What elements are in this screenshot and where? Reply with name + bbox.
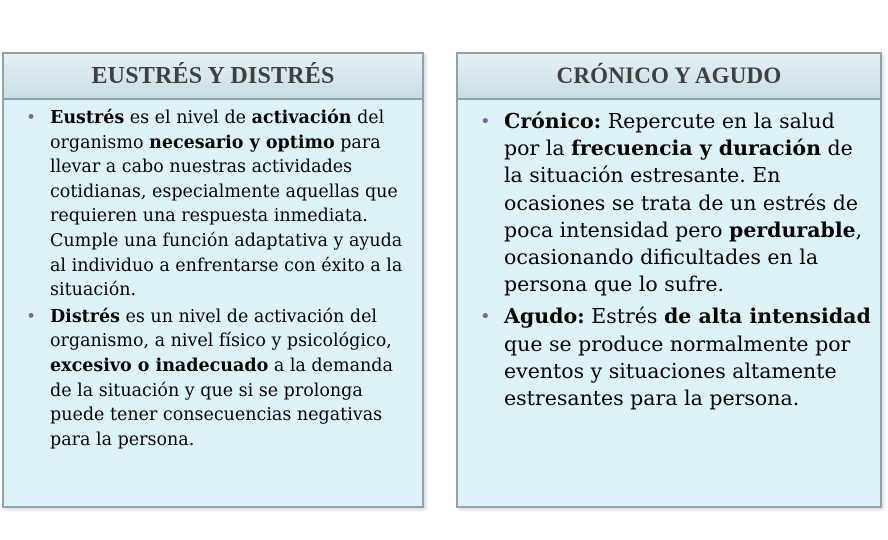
- bold-text: frecuencia y duración: [571, 136, 821, 161]
- bullet-list: [458, 100, 880, 412]
- body-text: a la demanda de la situación y que si se prolonga puede tener consecuencias negativas para la persona.: [50, 355, 393, 450]
- bold-text: activación: [251, 108, 352, 128]
- bold-text: Distrés: [50, 306, 120, 327]
- panel-title: CRÓNICO Y AGUDO: [458, 54, 880, 100]
- body-text: , ocasionando dificultades en la persona que lo sufre.: [504, 217, 863, 297]
- bold-text: necesario y optimo: [149, 132, 335, 153]
- body-text: Repercute en la salud por la: [504, 109, 835, 161]
- body-text: de la situación estresante. En ocasiones se trata de un estrés de poca intensidad pero: [504, 136, 859, 242]
- list-item-eustres: [50, 106, 416, 303]
- list-item-agudo: [504, 303, 872, 412]
- bold-text: Eustrés: [50, 108, 125, 128]
- list-item-distres: [50, 305, 416, 453]
- body-text: es el nivel de: [124, 108, 252, 128]
- bullet-list: [4, 100, 422, 452]
- panel-title: EUSTRÉS Y DISTRÉS: [4, 54, 422, 100]
- bold-text: perdurable: [729, 217, 856, 242]
- bold-text: excesivo o inadecuado: [50, 355, 269, 376]
- list-item-cronico: [504, 108, 872, 298]
- eustres-distres-panel: [2, 52, 424, 508]
- bold-text: Agudo:: [504, 304, 585, 329]
- cronico-agudo-panel: [456, 52, 882, 508]
- body-text: es un nivel de activación del organismo, a nivel físico y psicológico,: [50, 306, 392, 352]
- body-text: Estrés: [584, 304, 664, 329]
- body-text: del organismo: [50, 108, 385, 153]
- body-text: que se produce normalmente por eventos y situaciones altamente estresantes para la persona.: [504, 331, 851, 411]
- body-text: para llevar a cabo nuestras actividades cotidianas, especialmente aquellas que requieren una respuesta inmediata. Cumple una función adaptativa y ayuda al individuo a enfrentarse con éxito a la situación.: [50, 132, 403, 301]
- bold-text: Crónico:: [504, 109, 602, 133]
- bold-text: de alta intensidad: [663, 304, 871, 329]
